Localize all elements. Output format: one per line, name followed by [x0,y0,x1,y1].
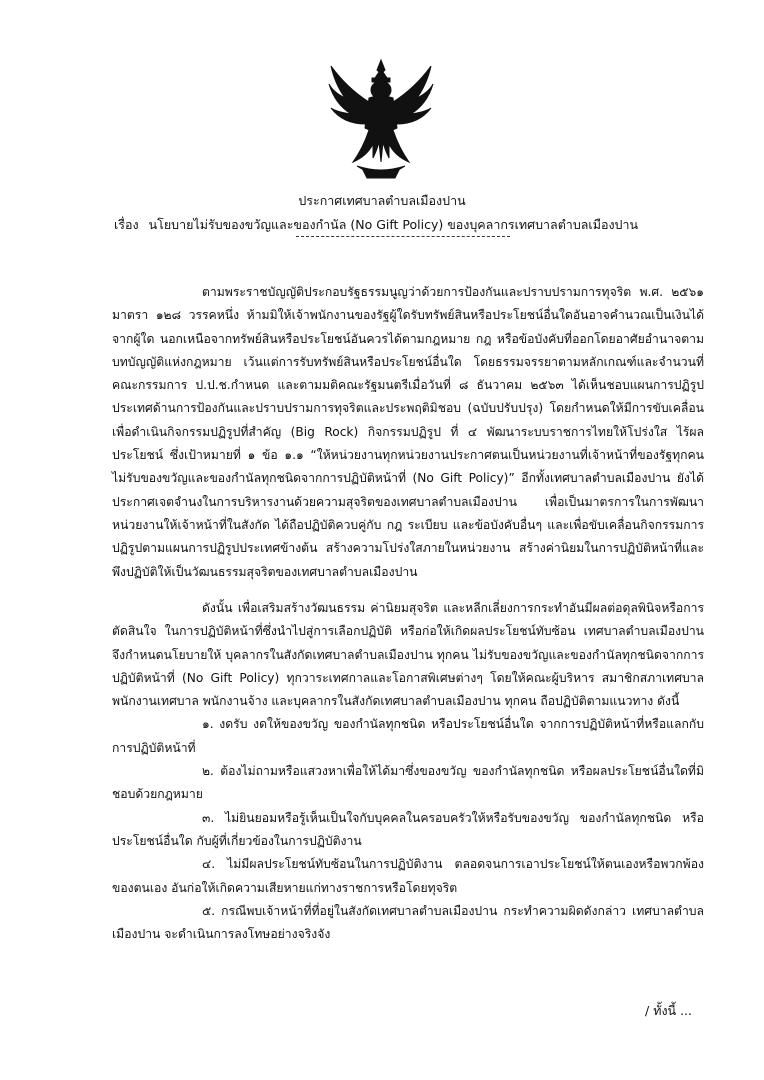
paragraph-text: ตามพระราชบัญญัติประกอบรัฐธรรมนูญว่าด้วยการป้องกันและปราบปรามการทุจริต พ.ศ. ๒๕๖๑ มาตรา ๑๒๘ วรรคหนึ่ง ห้ามมิให้เจ้าพนักงานของรัฐผู้ใดรับทรัพย์สินหรือประโยชน์อื่นใดอันอาจคำนวณเป็นเงินได้จากผู้ใด นอกเหนือจากทรัพย์สินหรือประโยชน์อันควรได้ตามกฎหมาย กฎ หรือข้อบังคับที่ออกโดยอาศัยอำนาจตามบทบัญญัติแห่งกฎหมาย เว้นแต่การรับทรัพย์สินหรือประโยชน์อื่นใด โดยธรรมจรรยาตามหลักเกณฑ์และจำนวนที่คณะกรรมการ ป.ป.ช.กำหนด และตามมติคณะรัฐมนตรีเมื่อวันที่ ๘ ธันวาคม ๒๕๖๓ ได้เห็นชอบแผนการปฏิรูปประเทศด้านการป้องกันและปราบปรามการทุจริตและประพฤติมิชอบ (ฉบับปรับปรุง) โดยกำหนดให้มีการขับเคลื่อน เพื่อดำเนินกิจกรรมปฏิรูปที่สำคัญ (Big Rock) กิจกรรมปฏิรูป ที่ ๔ พัฒนาระบบราชการไทยให้โปร่งใส ไร้ผลประโยชน์ ซึ่งเป้าหมายที่ ๑ ข้อ ๑.๑ “ให้หน่วยงานทุกหน่วยงานประกาศตนเป็นหน่วยงานที่เจ้าหน้าที่ของรัฐทุกคนไม่รับของขวัญและของกำนัลทุกชนิดจากการปฏิบัติหน้าที่ (No Gift Policy)” อีกทั้งเทศบาลตำบลเมืองปาน ยังได้ประกาศเจตจำนงในการบริหารงานด้วยความสุจริตของเทศบาลตำบลเมืองปาน เพื่อเป็นมาตรการในการพัฒนาหน่วยงานให้เจ้าหน้าที่ในสังกัด ได้ถือปฏิบัติควบคู่กับ กฎ ระเบียบ และข้อบังคับอื่นๆ และเพื่อขับเคลื่อนกิจกรรมการปฏิรูปตามแผนการปฏิรูปประเทศข้างต้น สร้างความโปร่งใสภายในหน่วยงาน สร้างค่านิยมในการปฏิบัติหน้าที่และพึงปฏิบัติให้เป็นวัฒนธรรมสุจริตของเทศบาลตำบลเมืองปาน [112,285,704,579]
list-item: ๔. ไม่มีผลประโยชน์ทับซ้อนในการปฏิบัติงาน ตลอดจนการเอาประโยชน์ให้ตนเองหรือพวกพ้องของตนเอง อันก่อให้เกิดความเสียหายแก่ทางราชการหรือโดยทุจริต [112,857,704,895]
list-item: ๑. งดรับ งดให้ของขวัญ ของกำนัลทุกชนิด หรือประโยชน์อื่นใด จากการปฏิบัติหน้าที่หรือแลกกับการปฏิบัติหน้าที่ [112,717,704,755]
subject-line [114,214,694,236]
announcement-title: ประกาศเทศบาลตำบลเมืองปาน [298,193,466,208]
paragraph-text: ดังนั้น เพื่อเสริมสร้างวัฒนธรรม ค่านิยมสุจริต และหลีกเลี่ยงการกระทำอันมีผลต่อดุลพินิจหรือการตัดสินใจ ในการปฏิบัติหน้าที่ซึ่งนำไปสู่การเลือกปฏิบัติ หรือก่อให้เกิดผลประโยชน์ทับซ้อน เทศบาลตำบลเมืองปาน จึงกำหนดนโยบายให้ บุคลากรในสังกัดเทศบาลตำบลเมืองปาน ทุกคน ไม่รับของขวัญและของกำนัลทุกชนิดจากการปฏิบัติหน้าที่ (No Gift Policy) ทุกวาระเทศกาลและโอกาสพิเศษต่างๆ โดยให้คณะผู้บริหาร สมาชิกสภาเทศบาล พนักงานเทศบาล พนักงานจ้าง และบุคลากรในสังกัดเทศบาลตำบลเมืองปาน ทุกคน ถือปฏิบัติตามแนวทาง ดังนี้ [112,601,704,709]
list-item: ๓. ไม่ยินยอมหรือรู้เห็นเป็นใจกับบุคคลในครอบครัวให้หรือรับของขวัญ ของกำนัลทุกชนิด หรือประโยชน์อื่นใด กับผู้ที่เกี่ยวข้องในการปฏิบัติงาน [112,810,704,848]
continuation-marker: / ทั้งนี้ ... [645,1003,692,1018]
body-paragraph-1 [112,281,704,584]
garuda-emblem-icon [327,58,435,182]
document-header [0,188,764,214]
list-item: ๕. กรณีพบเจ้าหน้าที่ที่อยู่ในสังกัดเทศบาลตำบลเมืองปาน กระทำความผิดดังกล่าว เทศบาลตำบลเมืองปาน จะดำเนินการลงโทษอย่างจริงจัง [112,903,704,942]
subject-label: เรื่อง [114,217,139,232]
header-divider [296,236,510,237]
body-paragraph-2 [112,597,704,946]
subject-text: นโยบายไม่รับของขวัญและของกำนัล (No Gift Policy) ของบุคลากรเทศบาลตำบลเมืองปาน [148,217,639,232]
list-item: ๒. ต้องไม่ถามหรือแสวงหาเพื่อให้ได้มาซึ่งของขวัญ ของกำนัลทุกชนิด หรือผลประโยชน์อื่นใดที่มิชอบด้วยกฎหมาย [112,764,704,802]
